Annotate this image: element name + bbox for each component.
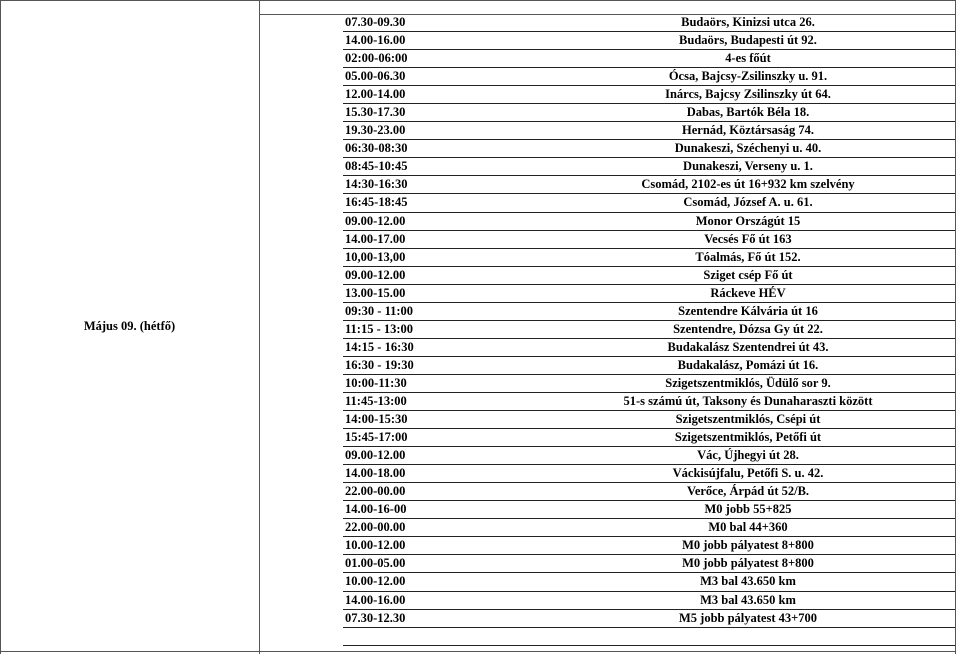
table-row bbox=[343, 555, 955, 573]
table-row bbox=[343, 86, 955, 104]
table-row bbox=[343, 429, 955, 447]
table-row bbox=[343, 50, 955, 68]
location-cell: M3 bal 43.650 km bbox=[700, 574, 796, 589]
time-cell: 16:30 - 19:30 bbox=[345, 357, 414, 372]
location-cell: Váckisújfalu, Petőfi S. u. 42. bbox=[672, 466, 824, 481]
location-cell: Dunakeszi, Széchenyi u. 40. bbox=[674, 141, 822, 156]
location-cell: Szigetszentmiklós, Petőfi út bbox=[674, 430, 822, 445]
location-cell: Ócsa, Bajcsy-Zsilinszky u. 91. bbox=[668, 69, 828, 84]
time-cell: 15:45-17:00 bbox=[345, 430, 408, 445]
location-cell: Budaörs, Budapesti út 92. bbox=[679, 33, 817, 48]
location-cell: 4-es főút bbox=[725, 51, 771, 66]
location-cell: Inárcs, Bajcsy Zsilinszky út 64. bbox=[665, 87, 831, 102]
location-cell: Szigetszentmiklós, Csépi út bbox=[675, 412, 821, 427]
time-cell: 14.00-16-00 bbox=[345, 502, 407, 517]
time-cell: 19.30-23.00 bbox=[345, 123, 406, 138]
location-cell: Budaörs, Kinizsi utca 26. bbox=[681, 15, 815, 29]
time-cell: 06:30-08:30 bbox=[345, 141, 408, 156]
table-row bbox=[343, 122, 955, 140]
location-cell: Hernád, Köztársaság 74. bbox=[682, 123, 814, 138]
location-cell: Verőce, Árpád út 52/B. bbox=[686, 484, 810, 499]
table-row bbox=[343, 339, 955, 357]
time-cell: 14.00-18.00 bbox=[345, 466, 406, 481]
time-cell: 07.30-12.30 bbox=[345, 610, 406, 625]
table-row bbox=[343, 249, 955, 267]
time-cell: 22.00-00.00 bbox=[345, 484, 406, 499]
location-cell: M3 bal 43.650 km bbox=[700, 592, 796, 607]
time-cell: 14:15 - 16:30 bbox=[345, 339, 414, 354]
location-cell: Tóalmás, Fő út 152. bbox=[695, 249, 801, 264]
time-cell: 15.30-17.30 bbox=[345, 105, 406, 120]
time-cell: 22.00-00.00 bbox=[345, 520, 406, 535]
time-cell: 09.00-12.00 bbox=[345, 448, 406, 463]
location-cell: Csomád, József A. u. 61. bbox=[683, 195, 813, 210]
top-border bbox=[0, 0, 956, 1]
table-row bbox=[343, 573, 955, 591]
location-cell: Szigetszentmiklós, Üdülő sor 9. bbox=[665, 375, 831, 390]
time-cell: 09.00-12.00 bbox=[345, 213, 406, 228]
table-row bbox=[343, 592, 955, 610]
table-row bbox=[343, 140, 955, 158]
table-row bbox=[343, 176, 955, 194]
location-cell: 51-s számú út, Taksony és Dunaharaszti között bbox=[623, 393, 873, 408]
time-cell: 14:00-15:30 bbox=[345, 412, 408, 427]
table-row bbox=[343, 465, 955, 483]
location-cell: M0 bal 44+360 bbox=[708, 520, 788, 535]
table-row bbox=[343, 231, 955, 249]
table-row bbox=[343, 483, 955, 501]
table-row bbox=[343, 32, 955, 50]
time-cell: 09.00-12.00 bbox=[345, 267, 406, 282]
table-row bbox=[343, 267, 955, 285]
table-row bbox=[343, 285, 955, 303]
day-label: Május 09. (hétfő) bbox=[83, 319, 176, 333]
column-divider bbox=[259, 0, 260, 654]
location-cell: Szentendre Kálvária út 16 bbox=[678, 303, 818, 318]
table-row bbox=[343, 610, 955, 628]
table-row bbox=[343, 519, 955, 537]
location-cell: M0 jobb 55+825 bbox=[704, 502, 792, 517]
location-cell: Vecsés Fő út 163 bbox=[704, 231, 792, 246]
time-cell: 10,00-13,00 bbox=[345, 249, 406, 264]
time-cell: 10.00-12.00 bbox=[345, 538, 406, 553]
location-cell: Budakalász, Pomázi út 16. bbox=[677, 357, 819, 372]
location-cell: M5 jobb pályatest 43+700 bbox=[678, 610, 818, 625]
location-cell: Budakalász Szentendrei út 43. bbox=[667, 339, 829, 354]
time-cell: 14.00-17.00 bbox=[345, 231, 406, 246]
time-cell: 11:15 - 13:00 bbox=[345, 321, 414, 336]
location-cell: Sziget csép Fő út bbox=[703, 267, 793, 282]
table-row bbox=[343, 501, 955, 519]
time-cell: 13.00-15.00 bbox=[345, 285, 406, 300]
time-cell: 09:30 - 11:00 bbox=[345, 303, 414, 318]
location-cell: Ráckeve HÉV bbox=[710, 285, 786, 300]
time-cell: 07.30-09.30 bbox=[345, 15, 406, 29]
time-cell: 10.00-12.00 bbox=[345, 574, 406, 589]
time-cell: 12.00-14.00 bbox=[345, 87, 406, 102]
table-row bbox=[343, 14, 955, 32]
time-cell: 16:45-18:45 bbox=[345, 195, 408, 210]
table-row bbox=[343, 104, 955, 122]
time-cell: 02:00-06:00 bbox=[345, 51, 408, 66]
location-cell: Monor Országút 15 bbox=[695, 213, 801, 228]
table-row bbox=[343, 194, 955, 212]
location-cell: Szentendre, Dózsa Gy út 22. bbox=[673, 321, 823, 336]
time-cell: 14:30-16:30 bbox=[345, 177, 408, 192]
time-cell: 01.00-05.00 bbox=[345, 556, 406, 571]
table-row bbox=[343, 447, 955, 465]
location-cell: M0 jobb pályatest 8+800 bbox=[682, 538, 814, 553]
table-row bbox=[343, 213, 955, 231]
time-cell: 14.00-16.00 bbox=[345, 33, 406, 48]
table-row bbox=[343, 393, 955, 411]
table-row bbox=[343, 628, 955, 646]
time-cell: 11:45-13:00 bbox=[345, 393, 407, 408]
location-cell: Csomád, 2102-es út 16+932 km szelvény bbox=[641, 177, 855, 192]
time-cell: 08:45-10:45 bbox=[345, 159, 408, 174]
table-row bbox=[343, 411, 955, 429]
table-row bbox=[343, 303, 955, 321]
time-cell: 14.00-16.00 bbox=[345, 592, 406, 607]
table-row bbox=[343, 375, 955, 393]
table-row bbox=[343, 537, 955, 555]
table-row bbox=[343, 321, 955, 339]
table-row bbox=[343, 68, 955, 86]
location-cell: Dabas, Bartók Béla 18. bbox=[686, 105, 810, 120]
location-cell: M0 jobb pályatest 8+800 bbox=[682, 556, 814, 571]
time-cell: 10:00-11:30 bbox=[345, 375, 407, 390]
table-row bbox=[343, 158, 955, 176]
bottom-border bbox=[0, 651, 956, 652]
schedule-rows bbox=[343, 14, 955, 646]
table-row bbox=[343, 357, 955, 375]
location-cell: Vác, Újhegyi út 28. bbox=[697, 448, 799, 463]
time-cell: 05.00-06.30 bbox=[345, 69, 406, 84]
location-cell: Dunakeszi, Verseny u. 1. bbox=[683, 159, 813, 174]
